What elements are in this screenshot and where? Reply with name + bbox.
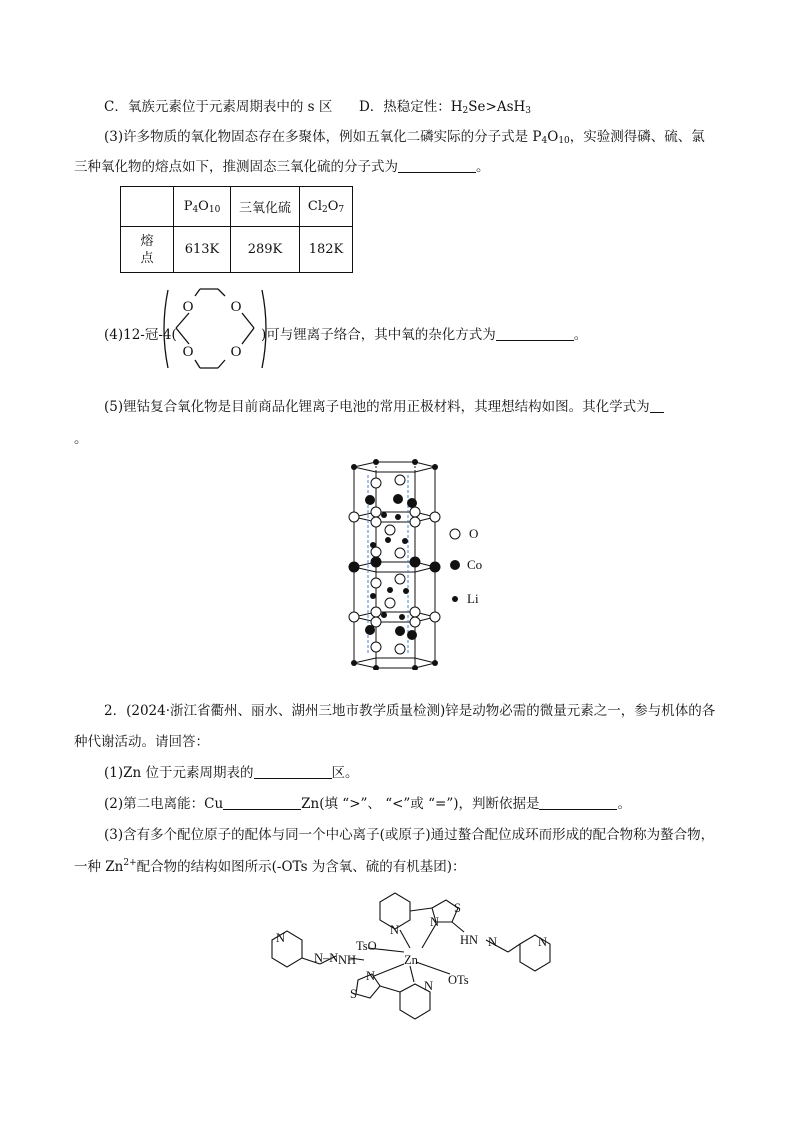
q2-part3-line1: (3)含有多个配位原子的配体与同一个中心离子(或原子)通过螯合配位成环而形成的配合物称为螯合物， <box>104 827 715 843</box>
q2-part2: (2)第二电离能：Cu Zn(填 “>”、 “<”或 “=”)，判断依据是 。 <box>104 796 631 812</box>
crown-ether-diagram <box>160 284 270 374</box>
pyridine-n-label: N <box>538 935 548 949</box>
answer-blank-compare[interactable] <box>223 795 301 810</box>
hydrazone-n-label: N–N <box>314 951 339 965</box>
answer-blank-so3[interactable] <box>398 158 476 173</box>
hn-label: HN <box>460 933 479 947</box>
part4-prefix: (4)12-冠-4( <box>104 327 177 343</box>
value-p4o10: 613K <box>174 227 231 273</box>
pyridine-n-label: N <box>276 931 286 945</box>
header-p4o10: $P_4O_{10}$ <box>174 187 231 227</box>
tso-label: TsO <box>356 939 377 953</box>
part3-line2: 三种氧化物的熔点如下，推测固态三氧化硫的分子式为 。 <box>74 159 490 175</box>
ots-label: OTs <box>448 973 469 987</box>
oxygen-label: O <box>230 344 242 360</box>
answer-blank-reason[interactable] <box>539 795 617 810</box>
q2-line2: 种代谢活动。请回答： <box>74 734 209 750</box>
legend-oxygen-label: O <box>469 526 479 541</box>
legend-oxygen-marker <box>450 529 460 539</box>
q2-part1: (1)Zn 位于元素周期表的 区。 <box>104 765 359 781</box>
zinc-complex-structure <box>250 880 580 1050</box>
hydrazone-n-label: N <box>488 935 498 949</box>
value-cl2o7: 182K <box>300 227 353 273</box>
oxygen-label: O <box>182 299 194 315</box>
thiazole-n-label: N <box>430 915 440 929</box>
q2-part3-line2: 一种 $Zn^{2+}$配合物的结构如图所示(-OTs 为含氧、硫的有机基团)： <box>74 858 466 875</box>
option-c: C．氧族元素位于元素周期表中的 s 区 <box>104 99 333 115</box>
legend-lithium-label: Li <box>467 591 479 606</box>
melting-point-table <box>120 186 353 273</box>
answer-blank-formula[interactable] <box>650 398 664 413</box>
option-d: D．热稳定性：$H_2Se>AsH_3$ <box>358 99 532 116</box>
options-line <box>104 98 531 116</box>
part4-line: )可与锂离子络合，其中氧的杂化方式为 。 <box>261 327 588 343</box>
oxygen-label: O <box>182 344 194 360</box>
row-label: 熔 点 <box>121 227 174 273</box>
part5-line1: (5)锂钴复合氧化物是目前商品化锂离子电池的常用正极材料，其理想结构如图。其化学式为 <box>104 398 664 416</box>
nh-label: NH <box>338 953 357 967</box>
pyridine-n-label: N <box>424 979 434 993</box>
thiazole-n-label: N <box>366 969 376 983</box>
legend-cobalt-marker <box>450 560 460 570</box>
answer-blank-hybridization[interactable] <box>496 326 574 341</box>
zinc-label: Zn <box>404 953 418 967</box>
value-so3: 289K <box>231 227 300 273</box>
pyridine-n-label: N <box>390 923 400 937</box>
legend-lithium-marker <box>452 596 458 602</box>
part5-line2: 。 <box>74 431 88 447</box>
part3-line1: (3)许多物质的氧化物固态存在多聚体，例如五氧化二磷实际的分子式是 $P_4O_{10}$，实验测得磷、硫、氯 <box>104 129 705 146</box>
lithium-cobalt-oxide-structure <box>340 455 520 670</box>
thiazole-s-label: S <box>454 901 461 915</box>
q2-line1: 2．(2024·浙江省衢州、丽水、湖州三地市教学质量检测)锌是动物必需的微量元素之一，参与机体的各 <box>104 703 716 719</box>
thiazole-s-label: S <box>350 987 357 1001</box>
header-so3: 三氧化硫 <box>231 187 300 227</box>
header-cl2o7: $Cl_2O_7$ <box>300 187 353 227</box>
legend-cobalt-label: Co <box>467 557 483 572</box>
oxygen-label: O <box>230 299 242 315</box>
answer-blank-block[interactable] <box>254 764 332 779</box>
